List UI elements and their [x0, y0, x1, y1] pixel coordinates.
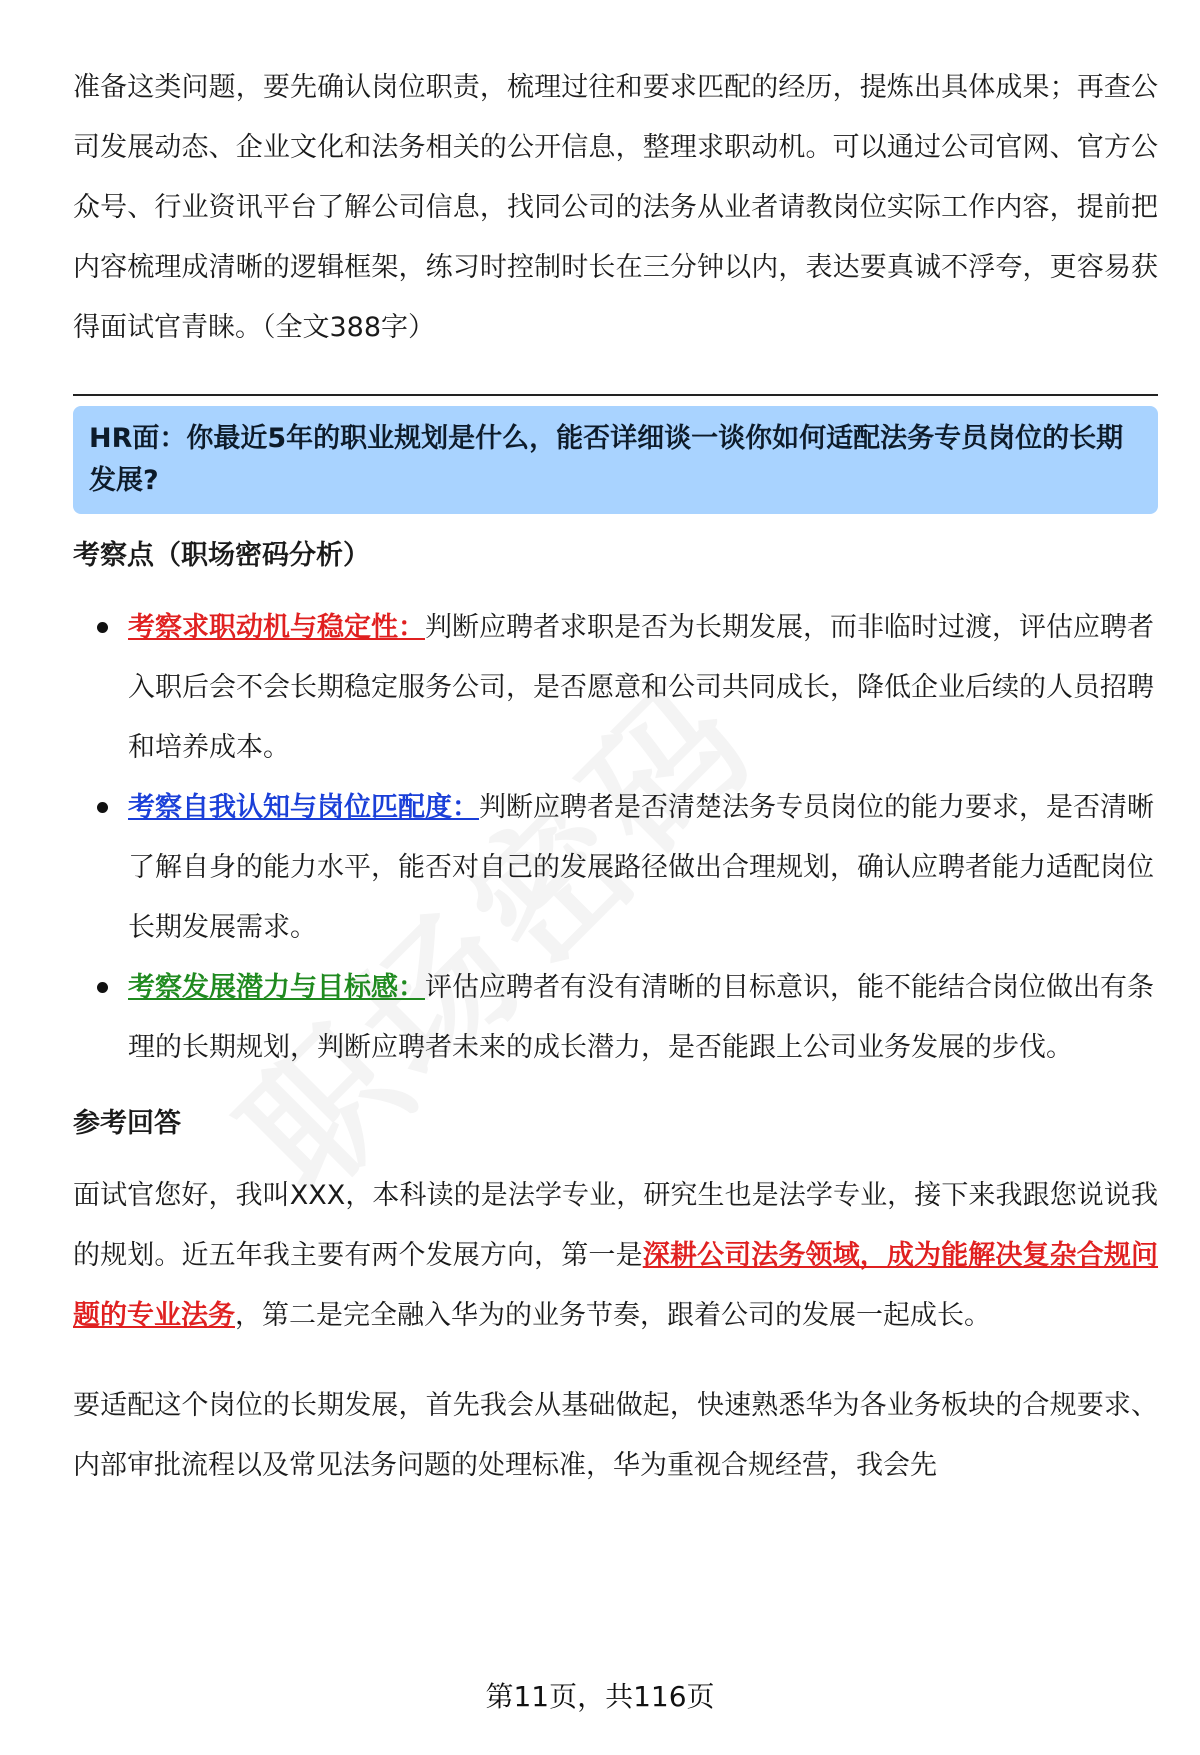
point-key: 考察自我认知与岗位匹配度： — [128, 792, 479, 823]
bullet-icon — [97, 802, 108, 813]
point-text: 判断应聘者求职是否为长期发展，而非临时过渡，评估应聘者入职后会不会长期稳定服务公司，是否愿意和公司共同成长，降低企业后续的人员招聘和培养成本。 — [128, 612, 1154, 763]
bullet-icon — [97, 622, 108, 633]
analysis-list — [73, 598, 1158, 1078]
point-text: 评估应聘者有没有清晰的目标意识，能不能结合岗位做出有条理的长期规划，判断应聘者未来的成长潜力，是否能跟上公司业务发展的步伐。 — [128, 972, 1154, 1063]
spacer — [73, 1346, 1158, 1376]
point-text: 判断应聘者是否清楚法务专员岗位的能力要求，是否清晰了解自身的能力水平，能否对自己的发展路径做出合理规划，确认应聘者能力适配岗位长期发展需求。 — [128, 792, 1154, 943]
answer-paragraph-2: 要适配这个岗位的长期发展，首先我会从基础做起，快速熟悉华为各业务板块的合规要求、内部审批流程以及常见法务问题的处理标准，华为重视合规经营，我会先 — [73, 1390, 1158, 1481]
document-body — [73, 58, 1158, 1496]
point-key: 考察求职动机与稳定性： — [128, 612, 425, 643]
page-footer: 第11页，共116页 — [485, 1680, 715, 1713]
question-box — [73, 406, 1158, 514]
list-item — [73, 778, 1158, 958]
answer-highlight: 深耕公司法务领域，成为能解决复杂合规问题的专业法务 — [73, 1240, 1159, 1331]
answer-heading: 参考回答 — [73, 1108, 181, 1139]
bullet-icon — [97, 982, 108, 993]
point-key: 考察发展潜力与目标感： — [128, 972, 425, 1003]
list-item — [73, 598, 1158, 778]
intro-paragraph: 准备这类问题，要先确认岗位职责，梳理过往和要求匹配的经历，提炼出具体成果；再查公司发展动态、企业文化和法务相关的公开信息，整理求职动机。可以通过公司官网、官方公众号、行业资讯平台了解公司信息，找同公司的法务从业者请教岗位实际工作内容，提前把内容梳理成清晰的逻辑框架，练习时控制时长在三分钟以内，表达要真诚不浮夸，更容易获得面试官青睐。（全文388字） — [73, 72, 1158, 343]
divider — [73, 394, 1158, 396]
answer-text: ，第二是完全融入华为的业务节奏，跟着公司的发展一起成长。 — [235, 1300, 991, 1331]
analysis-heading: 考察点（职场密码分析） — [73, 540, 370, 571]
answer-paragraph-1 — [73, 1166, 1158, 1346]
answer-text: 面试官您好，我叫XXX，本科读的是法学专业，研究生也是法学专业，接下来我跟您说说我的规划。近五年我主要有两个发展方向，第一是 — [73, 1180, 1158, 1271]
list-item — [73, 958, 1158, 1078]
question-text: HR面：你最近5年的职业规划是什么，能否详细谈一谈你如何适配法务专员岗位的长期发展? — [89, 423, 1124, 496]
